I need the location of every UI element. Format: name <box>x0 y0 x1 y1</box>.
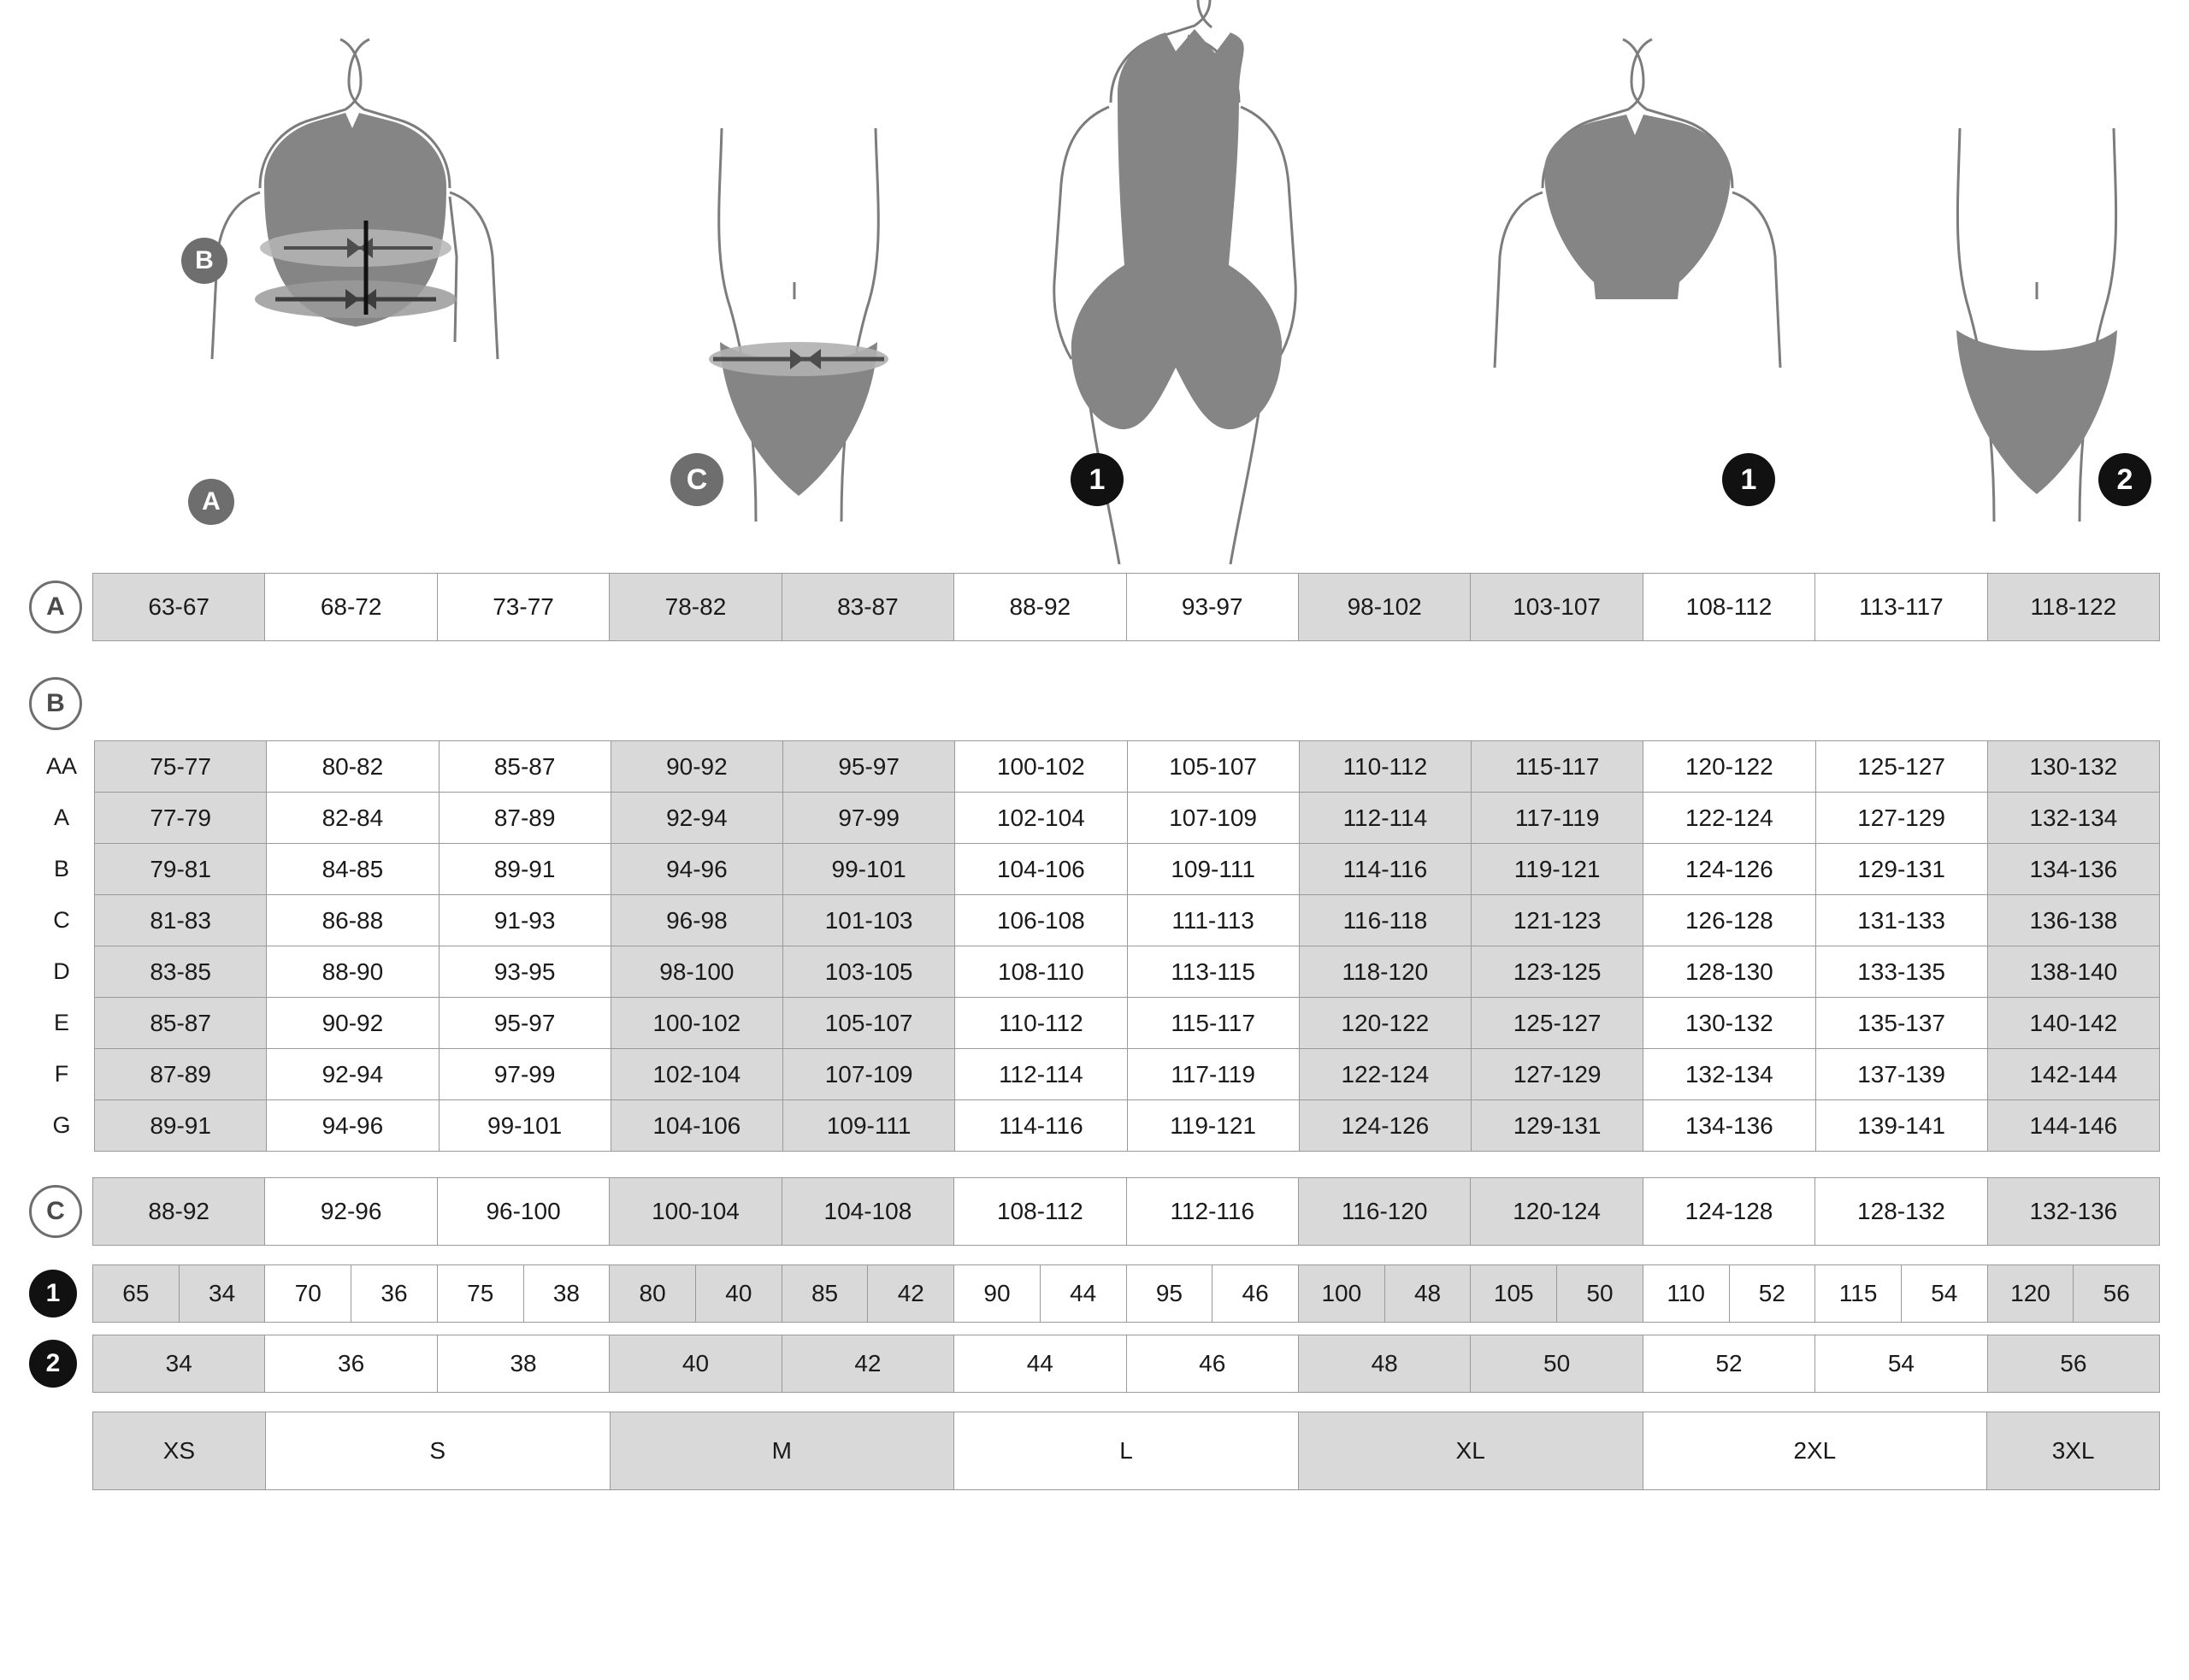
row-one-cell: 80 <box>610 1265 696 1322</box>
row-one-cell: 48 <box>1385 1265 1471 1322</box>
row-a-cell: 68-72 <box>265 574 437 640</box>
row-a-cell: 78-82 <box>610 574 782 640</box>
letter-size-cell: 3XL <box>1987 1412 2159 1489</box>
cup-cell: 129-131 <box>1472 1100 1643 1152</box>
row-one-cell-pair <box>1988 1265 2159 1322</box>
row-one-cell-pair <box>1299 1265 1471 1322</box>
cup-cell: 105-107 <box>1127 741 1299 793</box>
cup-cell: 124-126 <box>1643 844 1815 895</box>
row-two-cell: 54 <box>1815 1335 1987 1392</box>
cup-cell: 127-129 <box>1815 793 1987 844</box>
badge-b-figure-label: B <box>195 246 214 274</box>
row-one-badge-label: 1 <box>45 1279 61 1307</box>
cup-cell: 97-99 <box>783 793 955 844</box>
row-letter-strip <box>92 1412 2160 1490</box>
cup-cell: 99-101 <box>439 1100 611 1152</box>
cup-row-label: D <box>29 946 95 998</box>
row-two-cell: 42 <box>782 1335 954 1392</box>
cup-cell: 94-96 <box>267 1100 439 1152</box>
cup-cell: 107-109 <box>1127 793 1299 844</box>
cup-cell: 134-136 <box>1987 844 2159 895</box>
cup-cell: 79-81 <box>95 844 267 895</box>
cup-cell: 115-117 <box>1127 998 1299 1049</box>
cup-cell: 100-102 <box>955 741 1127 793</box>
row-c-cell: 116-120 <box>1299 1178 1471 1245</box>
cup-cell: 87-89 <box>95 1049 267 1100</box>
badge-one-bra-label: 1 <box>1740 463 1757 496</box>
row-one-cell: 115 <box>1815 1265 1902 1322</box>
row-one-cell: 46 <box>1213 1265 1298 1322</box>
row-one-cell: 75 <box>438 1265 524 1322</box>
cup-cell: 90-92 <box>267 998 439 1049</box>
cup-row-label: B <box>29 844 95 895</box>
row-c-cell: 112-116 <box>1127 1178 1299 1245</box>
row-one-cell-pair <box>1815 1265 1987 1322</box>
cup-row-label: F <box>29 1049 95 1100</box>
row-one-cell-pair <box>93 1265 265 1322</box>
cup-cell: 75-77 <box>95 741 267 793</box>
cup-cell: 92-94 <box>611 793 782 844</box>
cup-size-matrix <box>29 740 2160 1152</box>
cup-cell: 137-139 <box>1815 1049 1987 1100</box>
row-two-label-wrap <box>29 1340 92 1388</box>
row-b-label-row <box>29 667 2160 740</box>
cup-cell: 95-97 <box>439 998 611 1049</box>
cup-cell: 114-116 <box>1299 844 1471 895</box>
badge-one-bra <box>1722 453 1775 506</box>
cup-cell: 114-116 <box>955 1100 1127 1152</box>
row-one-cell: 95 <box>1127 1265 1213 1322</box>
row-two-cell: 34 <box>93 1335 265 1392</box>
row-c-cell: 128-132 <box>1815 1178 1987 1245</box>
cup-cell: 130-132 <box>1987 741 2159 793</box>
cup-cell: 135-137 <box>1815 998 1987 1049</box>
row-two-cell: 52 <box>1643 1335 1815 1392</box>
figure-bra-top <box>1414 0 1859 564</box>
row-c-strip <box>92 1177 2160 1246</box>
row-c-badge <box>29 1185 82 1238</box>
cup-cell: 96-98 <box>611 895 782 946</box>
cup-cell: 119-121 <box>1472 844 1643 895</box>
cup-cell: 109-111 <box>1127 844 1299 895</box>
cup-cell: 115-117 <box>1472 741 1643 793</box>
cup-cell: 101-103 <box>783 895 955 946</box>
row-a-cell: 93-97 <box>1127 574 1299 640</box>
badge-one-swimsuit <box>1071 453 1124 506</box>
row-c-badge-label: C <box>46 1197 65 1225</box>
cup-cell: 134-136 <box>1643 1100 1815 1152</box>
cup-cell: 87-89 <box>439 793 611 844</box>
row-one-cell: 50 <box>1557 1265 1643 1322</box>
cup-cell: 112-114 <box>955 1049 1127 1100</box>
letter-size-cell: L <box>954 1412 1299 1489</box>
row-c-cell: 96-100 <box>438 1178 610 1245</box>
row-one-cell: 34 <box>180 1265 265 1322</box>
row-one-cell-pair <box>1127 1265 1299 1322</box>
cup-cell: 83-85 <box>95 946 267 998</box>
letter-size-cell: 2XL <box>1643 1412 1988 1489</box>
row-two-cell: 48 <box>1299 1335 1471 1392</box>
cup-cell: 95-97 <box>783 741 955 793</box>
badge-c-figure-label: C <box>686 463 708 496</box>
row-one-cell-pair <box>954 1265 1126 1322</box>
badge-c-figure <box>670 453 723 506</box>
row-one-cell-pair <box>782 1265 954 1322</box>
row-one-label-wrap <box>29 1270 92 1317</box>
cup-cell: 99-101 <box>783 844 955 895</box>
row-a-cell: 83-87 <box>782 574 954 640</box>
cup-cell: 140-142 <box>1987 998 2159 1049</box>
row-a-cell: 108-112 <box>1643 574 1815 640</box>
cup-cell: 93-95 <box>439 946 611 998</box>
cup-cell: 125-127 <box>1472 998 1643 1049</box>
row-two-cell: 36 <box>265 1335 437 1392</box>
cup-row-label: E <box>29 998 95 1049</box>
row-c-cell: 104-108 <box>782 1178 954 1245</box>
cup-cell: 113-115 <box>1127 946 1299 998</box>
row-c-cell: 124-128 <box>1643 1178 1815 1245</box>
figure-swimsuit <box>982 0 1359 564</box>
row-c-cell: 100-104 <box>610 1178 782 1245</box>
row-one-cell: 54 <box>1902 1265 1987 1322</box>
cup-row-label: A <box>29 793 95 844</box>
row-one-cell: 44 <box>1041 1265 1126 1322</box>
row-one-cell-pair <box>265 1265 437 1322</box>
row-a-cell: 113-117 <box>1815 574 1987 640</box>
cup-row-label: C <box>29 895 95 946</box>
cup-cell: 106-108 <box>955 895 1127 946</box>
letter-size-cell: M <box>611 1412 955 1489</box>
cup-cell: 128-130 <box>1643 946 1815 998</box>
row-letter-sizes <box>29 1412 2160 1490</box>
cup-cell: 102-104 <box>955 793 1127 844</box>
cup-cell: 85-87 <box>439 741 611 793</box>
row-a-cell: 98-102 <box>1299 574 1471 640</box>
row-one-cell: 120 <box>1988 1265 2074 1322</box>
badge-a-figure <box>188 479 234 525</box>
cup-cell: 98-100 <box>611 946 782 998</box>
cup-cell: 102-104 <box>611 1049 782 1100</box>
row-c <box>29 1177 2160 1246</box>
badge-a-figure-label: A <box>202 487 221 516</box>
row-c-cell: 108-112 <box>954 1178 1126 1245</box>
row-a-cell: 88-92 <box>954 574 1126 640</box>
letter-size-cell: S <box>266 1412 611 1489</box>
cup-cell: 136-138 <box>1987 895 2159 946</box>
row-a-cell: 73-77 <box>438 574 610 640</box>
cup-cell: 97-99 <box>439 1049 611 1100</box>
cup-cell: 132-134 <box>1643 1049 1815 1100</box>
row-two-cell: 38 <box>438 1335 610 1392</box>
cup-row <box>29 741 2160 793</box>
cup-cell: 124-126 <box>1299 1100 1471 1152</box>
row-a <box>29 573 2160 641</box>
cup-cell: 122-124 <box>1299 1049 1471 1100</box>
cup-cell: 127-129 <box>1472 1049 1643 1100</box>
row-b-label-wrap <box>29 677 92 730</box>
row-one-cell: 110 <box>1643 1265 1730 1322</box>
illustrations <box>29 0 2160 573</box>
row-c-cell: 92-96 <box>265 1178 437 1245</box>
row-one-cell: 40 <box>696 1265 782 1322</box>
row-a-label-wrap <box>29 581 92 634</box>
letter-size-cell: XS <box>93 1412 266 1489</box>
cup-cell: 110-112 <box>1299 741 1471 793</box>
letter-size-cell: XL <box>1299 1412 1643 1489</box>
cup-cell: 94-96 <box>611 844 782 895</box>
row-one-cell: 100 <box>1299 1265 1385 1322</box>
cup-cell: 117-119 <box>1127 1049 1299 1100</box>
row-c-cell: 120-124 <box>1471 1178 1643 1245</box>
cup-cell: 80-82 <box>267 741 439 793</box>
cup-row <box>29 1049 2160 1100</box>
cup-cell: 125-127 <box>1815 741 1987 793</box>
cup-cell: 107-109 <box>783 1049 955 1100</box>
cup-cell: 120-122 <box>1643 741 1815 793</box>
row-one-cell: 105 <box>1471 1265 1557 1322</box>
row-one-cell-pair <box>1643 1265 1815 1322</box>
row-two-cell: 44 <box>954 1335 1126 1392</box>
cup-cell: 77-79 <box>95 793 267 844</box>
cup-cell: 82-84 <box>267 793 439 844</box>
row-one-cell-pair <box>438 1265 610 1322</box>
row-b-badge <box>29 677 82 730</box>
row-one-cell: 85 <box>782 1265 869 1322</box>
cup-row-label: AA <box>29 741 95 793</box>
cup-cell: 132-134 <box>1987 793 2159 844</box>
cup-cell: 117-119 <box>1472 793 1643 844</box>
cup-cell: 126-128 <box>1643 895 1815 946</box>
row-one-cell: 42 <box>868 1265 953 1322</box>
cup-cell: 108-110 <box>955 946 1127 998</box>
cup-cell: 139-141 <box>1815 1100 1987 1152</box>
cup-cell: 112-114 <box>1299 793 1471 844</box>
cup-cell: 138-140 <box>1987 946 2159 998</box>
row-two-cell: 40 <box>610 1335 782 1392</box>
row-one-cell: 38 <box>524 1265 610 1322</box>
cup-cell: 92-94 <box>267 1049 439 1100</box>
row-two-strip <box>92 1335 2160 1393</box>
badge-two-briefs <box>2098 453 2151 506</box>
cup-row <box>29 998 2160 1049</box>
cup-cell: 110-112 <box>955 998 1127 1049</box>
row-one-strip <box>92 1264 2160 1323</box>
cup-row <box>29 844 2160 895</box>
row-one-cell: 70 <box>265 1265 351 1322</box>
cup-cell: 109-111 <box>783 1100 955 1152</box>
cup-cell: 129-131 <box>1815 844 1987 895</box>
row-a-badge <box>29 581 82 634</box>
cup-cell: 104-106 <box>955 844 1127 895</box>
cup-cell: 116-118 <box>1299 895 1471 946</box>
row-one-cell: 90 <box>954 1265 1041 1322</box>
row-one-badge <box>29 1270 77 1317</box>
row-two-badge <box>29 1340 77 1388</box>
cup-cell: 100-102 <box>611 998 782 1049</box>
cup-cell: 88-90 <box>267 946 439 998</box>
cup-cell: 121-123 <box>1472 895 1643 946</box>
cup-row <box>29 1100 2160 1152</box>
cup-cell: 84-85 <box>267 844 439 895</box>
cup-row <box>29 793 2160 844</box>
cup-cell: 86-88 <box>267 895 439 946</box>
row-c-cell: 132-136 <box>1988 1178 2159 1245</box>
row-one-cell: 56 <box>2074 1265 2159 1322</box>
row-a-cell: 63-67 <box>93 574 265 640</box>
cup-cell: 89-91 <box>95 1100 267 1152</box>
cup-cell: 133-135 <box>1815 946 1987 998</box>
cup-cell: 144-146 <box>1987 1100 2159 1152</box>
cup-cell: 103-105 <box>783 946 955 998</box>
cup-cell: 85-87 <box>95 998 267 1049</box>
cup-cell: 120-122 <box>1299 998 1471 1049</box>
row-two <box>29 1335 2160 1393</box>
badge-two-briefs-label: 2 <box>2116 463 2133 496</box>
row-b-badge-label: B <box>46 689 65 717</box>
cup-cell: 104-106 <box>611 1100 782 1152</box>
cup-cell: 142-144 <box>1987 1049 2159 1100</box>
cup-cell: 118-120 <box>1299 946 1471 998</box>
cup-cell: 91-93 <box>439 895 611 946</box>
row-one-cell-pair <box>610 1265 782 1322</box>
badge-b-figure <box>181 238 227 284</box>
cup-cell: 131-133 <box>1815 895 1987 946</box>
cup-row <box>29 895 2160 946</box>
row-one <box>29 1264 2160 1323</box>
row-a-cell: 103-107 <box>1471 574 1643 640</box>
row-one-cell: 52 <box>1730 1265 1815 1322</box>
row-one-cell-pair <box>1471 1265 1643 1322</box>
row-c-label-wrap <box>29 1185 92 1238</box>
row-a-cell: 118-122 <box>1988 574 2159 640</box>
row-two-cell: 56 <box>1988 1335 2159 1392</box>
cup-cell: 111-113 <box>1127 895 1299 946</box>
cup-row-label: G <box>29 1100 95 1152</box>
cup-cell: 81-83 <box>95 895 267 946</box>
row-two-cell: 50 <box>1471 1335 1643 1392</box>
row-one-cell: 36 <box>351 1265 437 1322</box>
cup-row <box>29 946 2160 998</box>
cup-cell: 123-125 <box>1472 946 1643 998</box>
cup-cell: 130-132 <box>1643 998 1815 1049</box>
cup-cell: 105-107 <box>783 998 955 1049</box>
cup-cell: 122-124 <box>1643 793 1815 844</box>
row-two-cell: 46 <box>1127 1335 1299 1392</box>
row-c-cell: 88-92 <box>93 1178 265 1245</box>
row-a-strip <box>92 573 2160 641</box>
badge-one-swimsuit-label: 1 <box>1089 463 1106 496</box>
row-two-badge-label: 2 <box>45 1349 61 1377</box>
cup-cell: 90-92 <box>611 741 782 793</box>
row-a-badge-label: A <box>46 592 65 621</box>
row-one-cell: 65 <box>93 1265 180 1322</box>
cup-cell: 89-91 <box>439 844 611 895</box>
cup-cell: 119-121 <box>1127 1100 1299 1152</box>
